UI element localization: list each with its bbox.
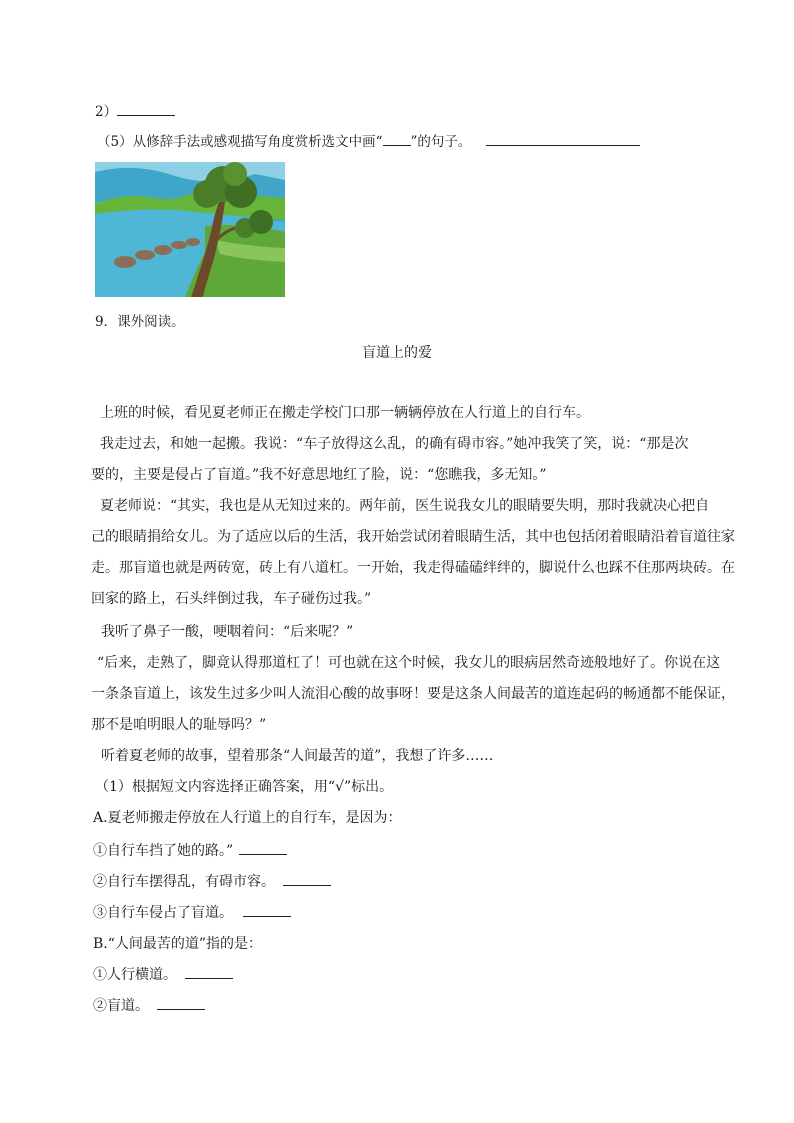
passage-title: 盲道上的爱 — [362, 345, 432, 361]
q8-item5: （5）从修辞手法或感观描写角度赏析选文中画“ ”的句子。 — [97, 133, 640, 151]
passage-paragraph: 夏老师说：“其实，我也是从无知过来的。两年前，医生说我女儿的眼睛要失明，那时我就决心把自 — [100, 498, 710, 514]
passage-paragraph: 我听了鼻子一酸，哽咽着问：“后来呢？” — [101, 624, 354, 640]
option-b2: ②盲道。 — [93, 991, 205, 1022]
q8-item2: 2） — [95, 103, 175, 121]
option-b1: ①人行横道。 — [93, 960, 233, 991]
option-a1: ①自行车挡了她的路。” — [93, 836, 287, 867]
option-a3: ③自行车侵占了盲道。 — [93, 898, 291, 929]
option-a2: ②自行车摆得乱，有碍市容。 — [93, 867, 331, 898]
answer-blank[interactable] — [185, 966, 233, 979]
passage-paragraph: 一条条盲道上，该发生过多少叫人流泪心酸的故事呀！要是这条人间最苦的道连起码的畅通都不能保证， — [91, 686, 735, 702]
sub-question-1: （1）根据短文内容选择正确答案，用“√”标出。 — [95, 779, 394, 795]
passage-paragraph: 回家的路上，石头绊倒过我，车子碰伤过我。” — [91, 591, 372, 607]
passage-paragraph: 走。那盲道也就是两砖宽，砖上有八道杠。一开始，我走得磕磕绊绊的，脚说什么也踩不住那两块砖。在 — [91, 560, 735, 576]
river-tree-illustration — [95, 162, 285, 297]
passage-paragraph: 听着夏老师的故事，望着那条“人间最苦的道”，我想了许多…… — [101, 748, 494, 764]
answer-blank[interactable] — [243, 904, 291, 917]
answer-blank[interactable] — [117, 103, 175, 116]
answer-blank[interactable] — [283, 873, 331, 886]
passage-paragraph: 要的，主要是侵占了盲道。”我不好意思地红了脸，说：“您瞧我，多无知。” — [91, 467, 547, 483]
part-a-prompt: A.夏老师搬走停放在人行道上的自行车，是因为： — [93, 810, 402, 826]
passage-paragraph: 我走过去，和她一起搬。我说：“车子放得这么乱，的确有碍市容。”她冲我笑了笑，说：“那是次 — [100, 436, 689, 452]
answer-blank[interactable] — [157, 997, 205, 1010]
passage-paragraph: 那不是咱明眼人的耻辱吗？” — [91, 717, 267, 733]
answer-blank[interactable] — [486, 133, 640, 146]
passage-paragraph: “后来，走熟了，脚竟认得那道杠了！可也就在这个时候，我女儿的眼病居然奇迹般地好了。你说在这 — [97, 655, 721, 671]
part-b-prompt: B.“人间最苦的道”指的是： — [93, 936, 263, 952]
answer-blank[interactable] — [239, 842, 287, 855]
passage-paragraph: 己的眼睛捐给女儿。为了适应以后的生活，我开始尝试闭着眼睛生活，其中也包括闭着眼睛沿着盲道往家 — [91, 529, 735, 545]
passage-paragraph: 上班的时候，看见夏老师正在搬走学校门口那一辆辆停放在人行道上的自行车。 — [100, 405, 590, 421]
q9-heading: 9．课外阅读。 — [95, 314, 185, 330]
underline-marker — [383, 133, 411, 146]
